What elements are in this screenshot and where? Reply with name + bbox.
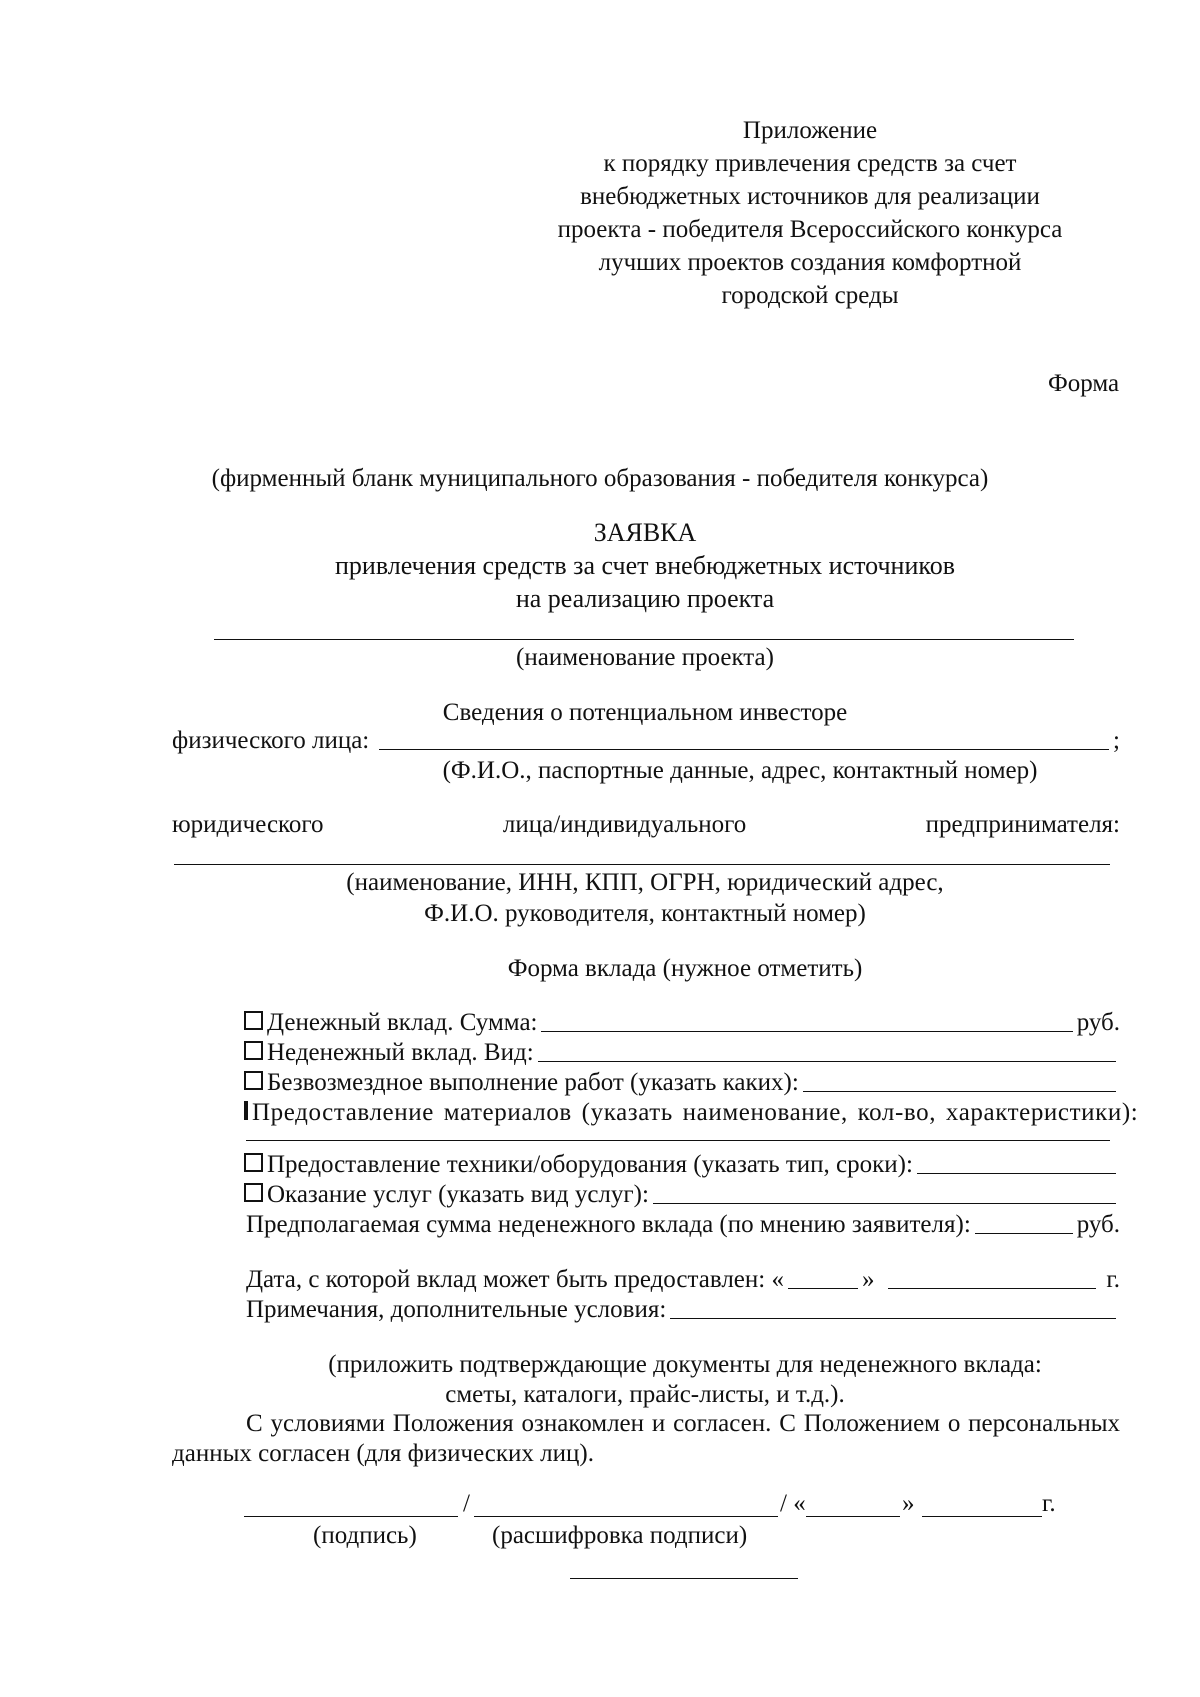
attach-note-2: сметы, каталоги, прайс-листы, и т.д.). — [445, 1381, 845, 1408]
estimated-label: Предполагаемая сумма неденежного вклада (по мнению заявителя): — [246, 1211, 971, 1238]
cash-checkbox[interactable] — [244, 1011, 263, 1030]
application-subtitle-1: привлечения средств за счет внебюджетных источников — [335, 551, 955, 580]
individual-end: ; — [1113, 727, 1120, 754]
individual-row — [172, 726, 1120, 756]
investor-section-title: Сведения о потенциальном инвесторе — [442, 699, 848, 726]
noncash-type-field[interactable] — [538, 1061, 1116, 1062]
date-month-field[interactable] — [888, 1288, 1096, 1289]
signature-hint: (подпись) — [313, 1522, 417, 1549]
date-row — [246, 1265, 1120, 1295]
signature-slash: / — [463, 1490, 470, 1517]
equipment-field[interactable] — [917, 1173, 1116, 1174]
cash-amount-field[interactable] — [541, 1031, 1072, 1032]
works-field[interactable] — [803, 1091, 1116, 1092]
appendix-line-3: проекта - победителя Всероссийского конкурса — [557, 216, 1063, 243]
cash-label: Денежный вклад. Сумма: — [267, 1009, 538, 1036]
legal-entity-row — [172, 810, 1120, 840]
signature-slash-quote: / « — [780, 1490, 806, 1517]
notes-field[interactable] — [670, 1318, 1116, 1319]
appendix-line-5: городской среды — [721, 282, 899, 309]
cash-unit: руб. — [1076, 1009, 1120, 1036]
attach-note-1: (приложить подтверждающие документы для неденежного вклада: — [328, 1351, 1042, 1378]
noncash-checkbox[interactable] — [244, 1041, 263, 1060]
signature-field[interactable] — [244, 1516, 458, 1517]
contribution-title: Форма вклада (нужное отметить) — [507, 955, 863, 982]
project-name-hint: (наименование проекта) — [516, 644, 774, 671]
date-year: г. — [1106, 1266, 1120, 1293]
date-day-field[interactable] — [788, 1288, 858, 1289]
letterhead-note: (фирменный бланк муниципального образования - победителя конкурса) — [211, 465, 989, 492]
bottom-line — [570, 1578, 798, 1579]
works-checkbox[interactable] — [244, 1071, 263, 1090]
estimated-unit: руб. — [1076, 1211, 1120, 1238]
option-noncash — [244, 1038, 1120, 1068]
equipment-checkbox[interactable] — [244, 1153, 263, 1172]
services-field[interactable] — [653, 1203, 1116, 1204]
date-label: Дата, с которой вклад может быть предоставлен: « — [246, 1266, 784, 1293]
legal-word-3: предпринимателя: — [925, 811, 1120, 838]
signature-decode-field[interactable] — [474, 1516, 778, 1517]
appendix-line-4: лучших проектов создания комфортной — [598, 249, 1022, 276]
services-checkbox[interactable] — [244, 1183, 263, 1202]
signature-year: г. — [1042, 1490, 1056, 1517]
estimated-row — [246, 1210, 1120, 1240]
materials-field[interactable] — [246, 1140, 1110, 1141]
works-label: Безвозмездное выполнение работ (указать каких): — [267, 1069, 799, 1096]
legal-word-1: юридического — [172, 811, 324, 838]
option-cash — [244, 1008, 1120, 1038]
individual-hint: (Ф.И.О., паспортные данные, адрес, контактный номер) — [442, 757, 1038, 784]
application-title: ЗАЯВКА — [593, 518, 697, 547]
option-equipment — [244, 1150, 1120, 1180]
individual-label: физического лица: — [172, 727, 370, 754]
appendix-line-2: внебюджетных источников для реализации — [580, 183, 1040, 210]
noncash-label: Неденежный вклад. Вид: — [267, 1039, 534, 1066]
signature-quote-close: » — [902, 1490, 915, 1517]
materials-checkbox[interactable] — [244, 1101, 248, 1120]
application-subtitle-2: на реализацию проекта — [515, 584, 775, 613]
legal-entity-field[interactable] — [174, 864, 1110, 865]
legal-word-2: лица/индивидуального — [502, 811, 747, 838]
signature-month-field[interactable] — [922, 1516, 1042, 1517]
estimated-amount-field[interactable] — [975, 1233, 1073, 1234]
agreement-line-2: данных согласен (для физических лиц). — [172, 1440, 594, 1467]
date-close: » — [861, 1266, 875, 1293]
legal-hint-1: (наименование, ИНН, КПП, ОГРН, юридический адрес, — [346, 869, 944, 896]
appendix-line-1: к порядку привлечения средств за счет — [603, 150, 1017, 177]
agreement-line-1: С условиями Положения ознакомлен и согласен. С Положением о персональных — [246, 1410, 1120, 1437]
notes-label: Примечания, дополнительные условия: — [246, 1296, 667, 1323]
legal-hint-2: Ф.И.О. руководителя, контактный номер) — [424, 900, 866, 927]
services-label: Оказание услуг (указать вид услуг): — [267, 1181, 649, 1208]
materials-label: Предоставление материалов (указать наименование, кол-во, характеристики): — [252, 1099, 1139, 1126]
project-name-line[interactable] — [214, 639, 1074, 640]
individual-field[interactable] — [379, 749, 1109, 750]
equipment-label: Предоставление техники/оборудования (указать тип, сроки): — [267, 1151, 913, 1178]
appendix-title: Приложение — [742, 117, 878, 144]
signature-day-field[interactable] — [806, 1516, 900, 1517]
option-materials — [244, 1098, 1139, 1128]
option-services — [244, 1180, 1120, 1210]
option-works — [244, 1068, 1120, 1098]
form-label: Форма — [1048, 370, 1120, 397]
signature-decode-hint: (расшифровка подписи) — [492, 1522, 748, 1549]
notes-row — [246, 1295, 1120, 1325]
